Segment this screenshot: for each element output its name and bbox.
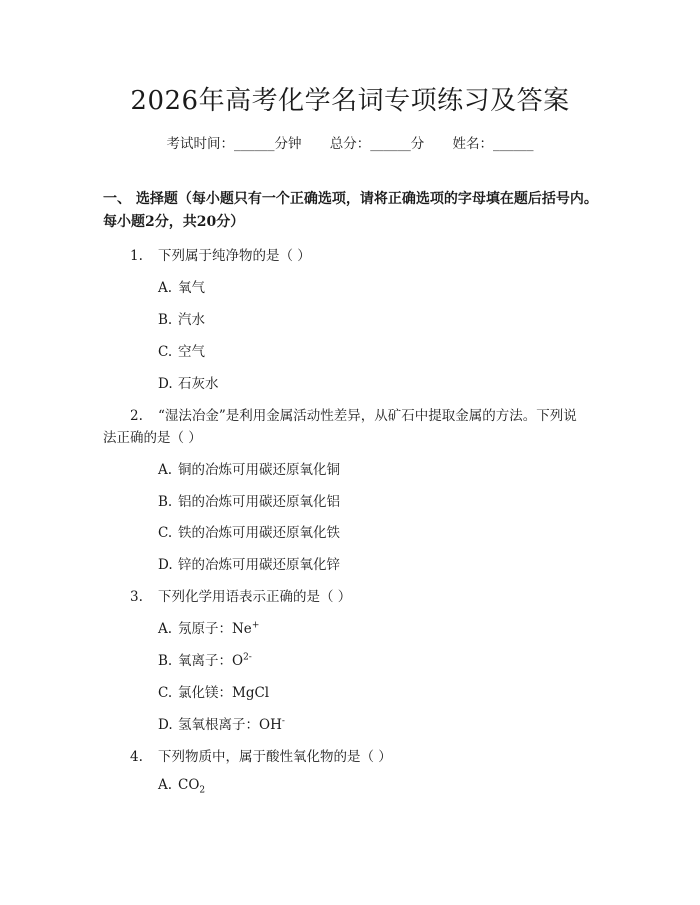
option-3b	[158, 649, 252, 669]
option-1c	[158, 340, 205, 360]
section-heading-line2: 每小题2分，共20分）	[103, 214, 245, 230]
option-text: 汽水	[178, 312, 205, 328]
option-text: 氢氧根离子：OH	[178, 717, 282, 733]
section-heading-line1: 一、 选择题（每小题只有一个正确选项，请将正确选项的字母填在题后括号内。	[103, 191, 598, 207]
option-3a	[158, 617, 259, 637]
exam-meta	[0, 132, 700, 152]
option-superscript: +	[251, 620, 260, 631]
question-2	[130, 404, 577, 424]
option-letter: A.	[158, 462, 173, 478]
question-4	[130, 745, 392, 765]
question-1	[130, 244, 311, 264]
option-1d	[158, 372, 219, 392]
option-text: 氧气	[178, 280, 205, 296]
option-letter: C.	[158, 685, 173, 701]
option-text: 锌的冶炼可用碳还原氧化锌	[178, 557, 340, 573]
option-text: 石灰水	[178, 376, 219, 392]
option-superscript: -	[281, 716, 285, 727]
option-subscript: 2	[199, 785, 206, 796]
option-letter: B.	[158, 312, 173, 328]
student-name-field: 姓名：______	[452, 136, 534, 152]
question-number: 1.	[130, 248, 143, 264]
option-2c	[158, 521, 340, 541]
option-letter: D.	[158, 376, 173, 392]
option-3d	[158, 713, 285, 733]
question-text-line1: “湿法冶金”是利用金属活动性差异，从矿石中提取金属的方法。下列说	[158, 408, 577, 424]
option-text: 氯化镁：MgCl	[178, 685, 270, 701]
option-letter: A.	[158, 621, 173, 637]
option-1b	[158, 308, 205, 328]
option-4a	[158, 777, 205, 796]
question-number: 2.	[130, 408, 143, 424]
option-superscript: 2-	[243, 652, 252, 663]
section-heading	[103, 188, 603, 234]
option-letter: C.	[158, 344, 173, 360]
question-number: 4.	[130, 749, 143, 765]
option-2d	[158, 553, 340, 573]
exam-time-field: 考试时间：______分钟	[166, 136, 302, 152]
option-text: 铝的冶炼可用碳还原氧化铝	[178, 494, 340, 510]
question-number: 3.	[130, 589, 143, 605]
option-letter: B.	[158, 494, 173, 510]
option-letter: A.	[158, 777, 173, 793]
option-text: 铁的冶炼可用碳还原氧化铁	[178, 525, 340, 541]
question-text: 下列属于纯净物的是（ ）	[158, 248, 311, 264]
option-3c	[158, 681, 269, 701]
option-letter: B.	[158, 653, 173, 669]
option-text: 氧离子：O	[178, 653, 244, 669]
option-2b	[158, 490, 340, 510]
question-3	[130, 585, 351, 605]
page-title: 2026年高考化学名词专项练习及答案	[130, 86, 570, 116]
question-2-continuation: 法正确的是（ ）	[103, 430, 202, 446]
question-text: 下列物质中，属于酸性氧化物的是（ ）	[158, 749, 392, 765]
option-text: 铜的冶炼可用碳还原氧化铜	[178, 462, 340, 478]
option-1a	[158, 276, 205, 296]
option-letter: D.	[158, 717, 173, 733]
option-text: 氖原子：Ne	[178, 621, 252, 637]
option-2a	[158, 458, 340, 478]
total-score-field: 总分：______分	[329, 136, 425, 152]
option-letter: D.	[158, 557, 173, 573]
option-letter: A.	[158, 280, 173, 296]
question-text: 下列化学用语表示正确的是（ ）	[158, 589, 352, 605]
option-text: 空气	[178, 344, 205, 360]
option-letter: C.	[158, 525, 173, 541]
option-text: CO	[178, 777, 200, 793]
